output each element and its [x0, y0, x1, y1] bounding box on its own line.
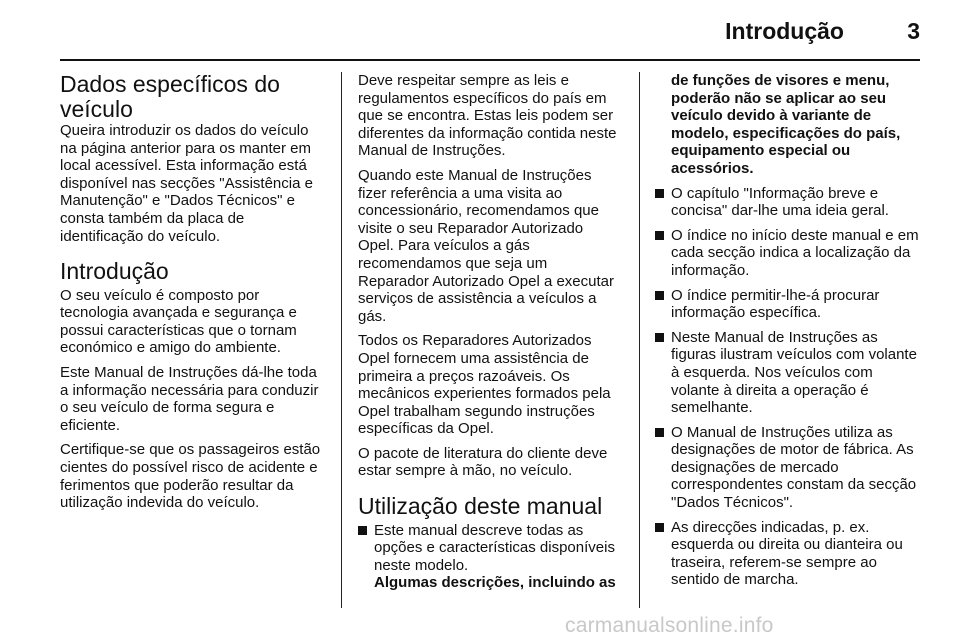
square-bullet-icon [655, 291, 664, 300]
list-item [358, 522, 620, 592]
column-1 [60, 72, 322, 519]
column-3 [655, 72, 920, 596]
list-item-text: O índice permitir-lhe-á procurar informação específica. [671, 286, 880, 322]
paragraph: Certifique-se que os passageiros estão cientes do possível risco de acidente e ferimentos que poderão resultar da utilização indevida do veículo. [60, 441, 321, 512]
list-item-continued-bold: de funções de visores e menu, poderão não se aplicar ao seu veículo devido à variante de modelo, especificações do país, equipamento especial ou acessórios. [671, 72, 901, 177]
square-bullet-icon [655, 333, 664, 342]
list-item-text: O capítulo "Informação breve e concisa" dar-lhe uma ideia geral. [671, 184, 889, 220]
square-bullet-icon [655, 231, 664, 240]
bullet-list [358, 522, 620, 592]
list-item [655, 287, 920, 322]
column-2 [358, 72, 620, 599]
column-divider [639, 72, 640, 608]
list-item [655, 185, 920, 220]
list-item [655, 227, 920, 280]
header-rule [60, 59, 920, 61]
square-bullet-icon [655, 189, 664, 198]
paragraph: Este Manual de Instruções dá-lhe toda a informação necessária para conduzir o seu veículo de forma segura e eficiente. [60, 364, 319, 434]
section-title-using-manual: Utilização deste manual [358, 493, 603, 520]
paragraph: Quando este Manual de Instruções fizer referência a uma visita ao concessionário, recomendamos que visite o seu Reparador Autorizado Opel. Para veículos a gás recomendamos que seja um Reparador Autorizado Opel a executar serviços de assistência a veículos a gás. [358, 166, 614, 325]
paragraph: Deve respeitar sempre as leis e regulamentos específicos do país em que se encontra. Estas leis podem ser diferentes da informação contida neste Manual de Instruções. [358, 72, 617, 160]
header-title: Introdução [725, 18, 844, 44]
paragraph: Queira introduzir os dados do veículo na página anterior para os manter em local acessível. Esta informação está disponível nas secções "Assistência e Manutenção" e "Dados Técnicos" e consta também da placa de identificação do veículo. [60, 122, 313, 245]
paragraph: O seu veículo é composto por tecnologia avançada e segurança e possui características que o tornam económico e amigo do ambiente. [60, 286, 297, 357]
list-item-text: As direcções indicadas, p. ex. esquerda ou direita ou dianteira ou traseira, referem-se sempre ao sentido de marcha. [671, 518, 903, 589]
column-divider [341, 72, 342, 608]
square-bullet-icon [655, 428, 664, 437]
page-number: 3 [907, 18, 920, 44]
list-item [655, 424, 920, 512]
paragraph: O pacote de literatura do cliente deve estar sempre à mão, no veículo. [358, 444, 608, 480]
paragraph: Todos os Reparadores Autorizados Opel fornecem uma assistência de primeira a preços razoáveis. Os mecânicos experientes formados pela Opel trabalham segundo instruções específicas da Opel. [358, 332, 611, 438]
list-item-text: Neste Manual de Instruções as figuras ilustram veículos com volante à esquerda. Nos veículos com volante à direita a operação é semelhante. [671, 328, 917, 417]
bullet-list [655, 185, 920, 589]
list-item-bold-text: Algumas descrições, incluindo as [374, 574, 616, 592]
list-item-text: O Manual de Instruções utiliza as designações de motor de fábrica. As designações de mercado correspondentes constam da secção "Dados Técnicos". [671, 423, 917, 512]
section-title-introduction: Introdução [60, 258, 169, 285]
watermark: carmanualsonline.info [565, 614, 774, 637]
page-header [60, 16, 920, 46]
section-title-vehicle-data: Dados específicos do veículo [60, 71, 280, 122]
square-bullet-icon [358, 526, 367, 535]
square-bullet-icon [655, 523, 664, 532]
list-item [655, 329, 920, 417]
list-item-text: O índice no início deste manual e em cada secção indica a localização da informação. [671, 226, 919, 279]
list-item-text: Este manual descreve todas as opções e características disponíveis neste modelo. [374, 521, 615, 574]
list-item [655, 519, 920, 589]
